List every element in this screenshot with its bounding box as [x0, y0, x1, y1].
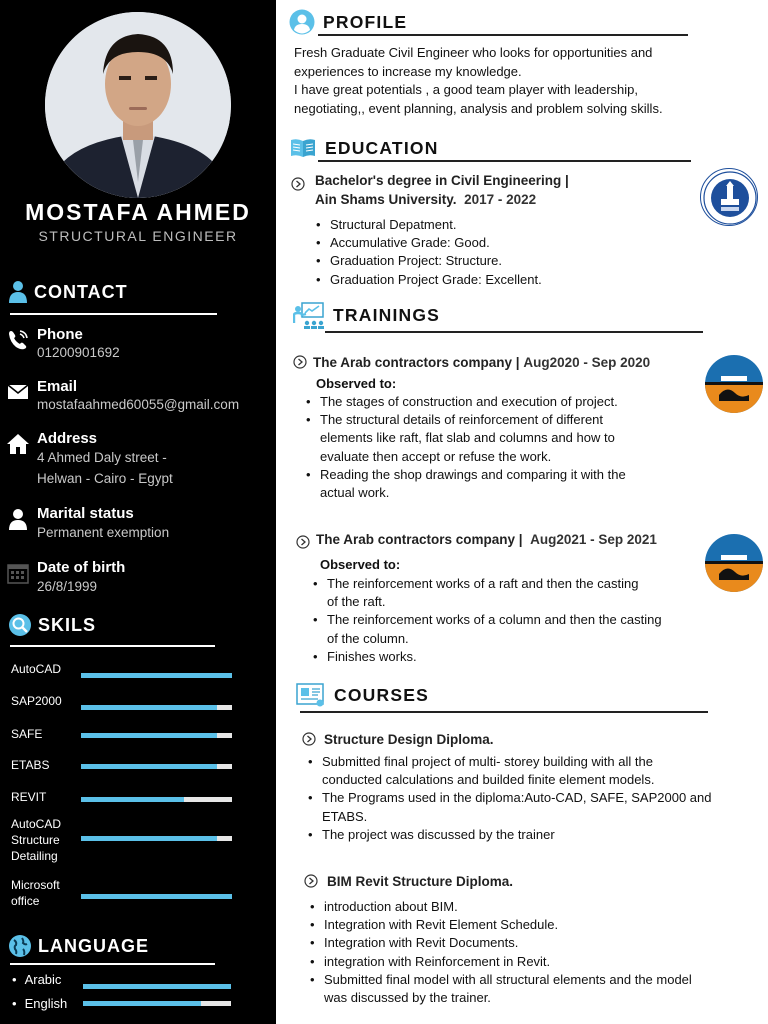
skill-level-bar	[81, 797, 232, 802]
list-item: • The reinforcement works of a column and then the casting of the column.	[313, 611, 662, 647]
list-item: • Accumulative Grade: Good.	[316, 234, 542, 252]
training-company: The Arab contractors company |	[316, 532, 523, 547]
skill-level-bar	[81, 705, 232, 710]
university-seal-icon	[701, 169, 758, 226]
list-item: • Submitted final project of multi- storey building with all the conducted calculations and builded finite element models.	[308, 753, 711, 789]
course-1-title: Structure Design Diploma.	[324, 732, 494, 747]
university-name: Ain Shams University.	[315, 192, 457, 207]
course-1-list	[308, 753, 711, 844]
person-icon	[8, 280, 28, 304]
skill-level-fill	[81, 836, 217, 841]
skill-label: office	[11, 894, 40, 908]
education-divider	[318, 160, 691, 162]
arab-contractors-logo-icon	[705, 355, 763, 413]
skill-level-fill	[81, 797, 184, 802]
email-label: Email	[37, 378, 78, 395]
skill-label: ETABS	[11, 758, 50, 772]
list-item: • The structural details of reinforcement of different elements like raft, flat slab and columns and how to evaluate then accept or refuse the work.	[306, 411, 626, 466]
profile-heading	[289, 7, 407, 37]
list-item: • introduction about BIM.	[310, 898, 692, 916]
person-name: MOSTAFA AHMED	[25, 199, 251, 225]
course-2-list	[310, 898, 692, 1007]
education-heading	[289, 133, 439, 163]
list-item: • Integration with Revit Documents.	[310, 934, 692, 952]
list-item: • Graduation Project: Structure.	[316, 252, 542, 270]
date-of-birth-label: Date of birth	[37, 559, 126, 576]
courses-divider	[300, 711, 708, 713]
education-years: 2017 - 2022	[464, 192, 537, 207]
skills-heading-text: SKILS	[38, 614, 97, 635]
language-label: • Arabic	[12, 972, 61, 987]
list-item: • The reinforcement works of a raft and then the casting of the raft.	[313, 575, 662, 611]
language-heading	[8, 932, 149, 960]
skill-level-bar	[81, 836, 232, 841]
phone-value[interactable]: 01200901692	[37, 345, 120, 360]
training-dates: Aug2021 - Sep 2021	[530, 532, 657, 547]
skill-level-bar	[81, 764, 232, 769]
sidebar	[0, 0, 276, 1024]
open-book-icon	[289, 137, 317, 159]
profile-line: negotiating,, event planning, analysis and problem solving skills.	[294, 100, 663, 116]
skill-level-fill	[81, 894, 232, 899]
profile-photo	[45, 12, 231, 198]
contact-marital-status	[0, 505, 276, 545]
arab-contractors-logo-icon	[705, 534, 763, 592]
marital-status-label: Marital status	[37, 505, 134, 522]
phone-label: Phone	[37, 326, 83, 343]
observed-to-label: Observed to:	[320, 557, 401, 572]
degree-title: Bachelor's degree in Civil Engineering |	[315, 173, 569, 188]
training-1-list	[306, 393, 626, 502]
list-item: • Reading the shop drawings and comparing it with the actual work.	[306, 466, 626, 502]
courses-heading-text: COURSES	[334, 684, 429, 705]
trainings-heading	[293, 300, 440, 330]
skills-divider	[10, 645, 215, 647]
skill-label: Detailing	[11, 849, 58, 863]
contact-divider	[10, 313, 217, 315]
training-company: The Arab contractors company |	[313, 355, 520, 370]
contact-heading	[8, 278, 128, 306]
training-dates: Aug2020 - Sep 2020	[523, 355, 651, 370]
email-icon	[6, 380, 30, 404]
contact-date-of-birth	[0, 559, 276, 599]
list-item: • Graduation Project Grade: Excellent.	[316, 271, 542, 289]
address-line-1: 4 Ahmed Daly street -	[37, 450, 167, 465]
globe-icon	[8, 934, 32, 958]
skills-search-icon	[8, 613, 32, 637]
company-logo-image	[705, 534, 763, 592]
list-item: • The Programs used in the diploma:Auto-CAD, SAFE, SAP2000 and ETABS.	[308, 789, 711, 825]
courses-heading	[296, 680, 429, 710]
list-item: • Submitted final model with all structural elements and the model was discussed by the trainer.	[310, 971, 692, 1007]
profile-line: Fresh Graduate Civil Engineer who looks for opportunities and	[294, 45, 653, 60]
address-label: Address	[37, 430, 98, 447]
university-logo-image	[700, 168, 758, 226]
list-item: • integration with Reinforcement in Revit.	[310, 953, 692, 971]
education-degree	[315, 171, 569, 209]
job-title: STRUCTURAL ENGINEER	[38, 228, 238, 244]
presentation-board-icon	[293, 301, 325, 329]
language-level-fill	[83, 1001, 201, 1006]
list-item: • Structural Depatment.	[316, 216, 542, 234]
contact-heading-text: CONTACT	[34, 281, 128, 302]
arrow-circle-icon	[302, 732, 316, 746]
skill-label: AutoCAD	[11, 817, 62, 831]
education-heading-text: EDUCATION	[325, 137, 439, 158]
language-divider	[10, 963, 215, 965]
education-details-list	[316, 216, 542, 289]
arrow-circle-icon	[293, 355, 307, 369]
skill-level-bar	[81, 733, 232, 738]
skill-level-fill	[81, 733, 217, 738]
skill-label: SAFE	[11, 727, 43, 741]
company-logo-image	[705, 355, 763, 413]
language-level-bar	[83, 1001, 231, 1006]
language-label: • English	[12, 996, 67, 1011]
certificate-icon	[296, 682, 326, 708]
list-item: • Finishes works.	[313, 648, 662, 666]
contact-address	[0, 430, 276, 490]
profile-summary	[294, 44, 663, 118]
training-1-title	[313, 353, 650, 372]
list-item: • The project was discussed by the trainer	[308, 826, 711, 844]
home-icon	[6, 432, 30, 456]
skill-label: Microsoft	[11, 878, 60, 892]
skill-label: REVIT	[11, 790, 47, 804]
language-level-bar	[83, 984, 231, 989]
trainings-divider	[325, 331, 703, 333]
email-value[interactable]: mostafaahmed60055@gmail.com	[37, 397, 240, 412]
skill-level-bar	[81, 894, 232, 899]
contact-email	[0, 378, 276, 418]
arrow-circle-icon	[291, 177, 305, 191]
skill-label: SAP2000	[11, 694, 62, 708]
person-icon	[6, 507, 30, 531]
profile-line: I have great potentials , a good team player with leadership,	[294, 82, 638, 97]
skill-label: AutoCAD	[11, 662, 62, 676]
list-item: • Integration with Revit Element Schedule.	[310, 916, 692, 934]
skill-level-fill	[81, 764, 217, 769]
skill-level-fill	[81, 705, 217, 710]
phone-icon	[6, 328, 30, 352]
calendar-icon	[6, 561, 30, 585]
training-2-list	[313, 575, 662, 666]
observed-to-label: Observed to:	[316, 376, 397, 391]
arrow-circle-icon	[296, 535, 310, 549]
course-2-title: BIM Revit Structure Diploma.	[327, 874, 514, 889]
language-level-fill	[83, 984, 231, 989]
trainings-heading-text: TRAININGS	[333, 304, 441, 325]
skill-level-bar	[81, 673, 232, 678]
portrait-image	[45, 12, 231, 198]
skills-heading	[8, 611, 96, 639]
profile-line: experiences to increase my knowledge.	[294, 63, 522, 79]
language-heading-text: LANGUAGE	[38, 935, 149, 956]
contact-phone	[0, 326, 276, 366]
profile-heading-text: PROFILE	[323, 11, 408, 32]
person-circle-icon	[289, 9, 315, 35]
skill-label: Structure	[11, 833, 60, 847]
date-of-birth-value: 26/8/1999	[37, 579, 98, 594]
arrow-circle-icon	[304, 874, 318, 888]
skill-level-fill	[81, 673, 232, 678]
marital-status-value: Permanent exemption	[37, 525, 170, 540]
training-2-title	[316, 530, 657, 549]
list-item: • The stages of construction and execution of project.	[306, 393, 626, 411]
profile-divider	[318, 34, 688, 36]
address-line-2: Helwan - Cairo - Egypt	[37, 471, 173, 486]
